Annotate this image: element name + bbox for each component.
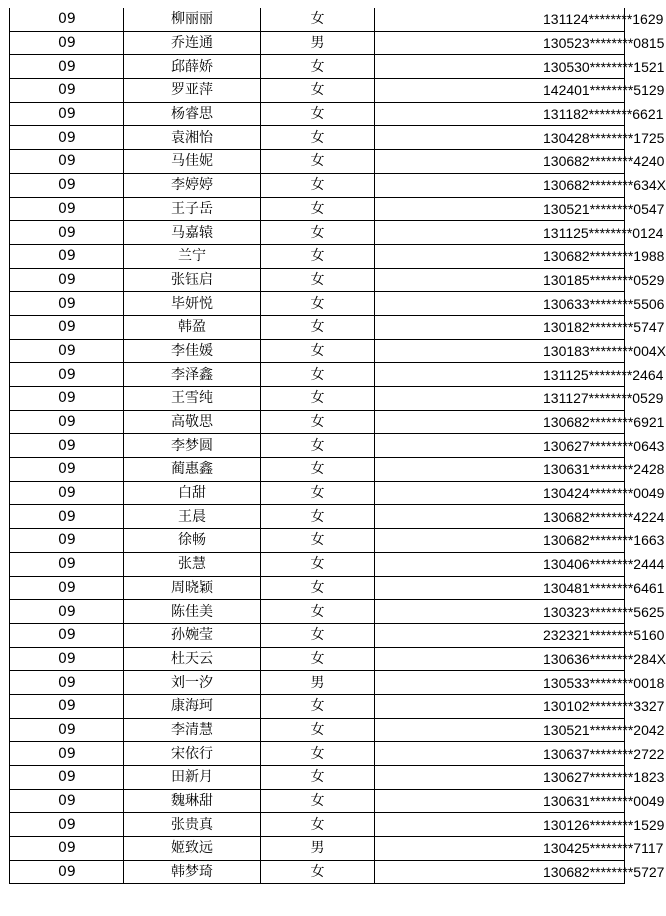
roster-table-body (10, 8, 666, 884)
table-row (10, 363, 625, 387)
gender-cell: 女 (261, 813, 375, 837)
name-cell: 杜天云 (124, 647, 261, 671)
gender-cell: 女 (261, 79, 375, 103)
class-cell: 09 (10, 505, 124, 529)
gender-cell: 女 (261, 173, 375, 197)
table-row (10, 860, 625, 884)
id-number-cell: 130521********0547 (375, 197, 625, 221)
class-cell: 09 (10, 434, 124, 458)
name-cell: 李梦圆 (124, 434, 261, 458)
id-number-cell: 130102********3327 (375, 694, 625, 718)
table-row (10, 268, 625, 292)
name-cell: 罗亚萍 (124, 79, 261, 103)
table-row (10, 813, 625, 837)
class-cell: 09 (10, 481, 124, 505)
id-number-cell: 232321********5160 (375, 623, 625, 647)
gender-cell: 女 (261, 481, 375, 505)
gender-cell: 女 (261, 387, 375, 411)
table-row (10, 481, 625, 505)
class-cell: 09 (10, 8, 124, 31)
table-row (10, 173, 625, 197)
class-cell: 09 (10, 31, 124, 55)
class-cell: 09 (10, 671, 124, 695)
name-cell: 田新月 (124, 766, 261, 790)
gender-cell: 女 (261, 102, 375, 126)
name-cell: 兰宁 (124, 244, 261, 268)
gender-cell: 女 (261, 718, 375, 742)
gender-cell: 女 (261, 434, 375, 458)
name-cell: 杨睿思 (124, 102, 261, 126)
class-cell: 09 (10, 789, 124, 813)
table-row (10, 789, 625, 813)
class-cell: 09 (10, 363, 124, 387)
roster-table (9, 8, 666, 884)
id-number-cell: 130428********1725 (375, 126, 625, 150)
id-number-cell: 130636********284X (375, 647, 625, 671)
id-number-cell: 130126********1529 (375, 813, 625, 837)
name-cell: 邱薛娇 (124, 55, 261, 79)
table-row (10, 647, 625, 671)
class-cell: 09 (10, 410, 124, 434)
table-row (10, 31, 625, 55)
gender-cell: 女 (261, 647, 375, 671)
id-number-cell: 130406********2444 (375, 552, 625, 576)
table-row (10, 244, 625, 268)
id-number-cell: 130481********6461 (375, 576, 625, 600)
name-cell: 马佳妮 (124, 150, 261, 174)
class-cell: 09 (10, 837, 124, 861)
name-cell: 毕妍悦 (124, 292, 261, 316)
id-number-cell: 130182********5747 (375, 315, 625, 339)
id-number-cell: 131125********2464 (375, 363, 625, 387)
gender-cell: 女 (261, 126, 375, 150)
id-number-cell: 130631********2428 (375, 458, 625, 482)
gender-cell: 女 (261, 860, 375, 884)
table-row (10, 458, 625, 482)
table-row (10, 339, 625, 363)
name-cell: 姬致远 (124, 837, 261, 861)
gender-cell: 女 (261, 505, 375, 529)
class-cell: 09 (10, 244, 124, 268)
id-number-cell: 130530********1521 (375, 55, 625, 79)
name-cell: 李清慧 (124, 718, 261, 742)
id-number-cell: 130424********0049 (375, 481, 625, 505)
id-number-cell: 130631********0049 (375, 789, 625, 813)
table-row (10, 505, 625, 529)
table-row (10, 837, 625, 861)
table-row (10, 623, 625, 647)
class-cell: 09 (10, 766, 124, 790)
name-cell: 王雪纯 (124, 387, 261, 411)
table-row (10, 150, 625, 174)
id-number-cell: 130682********1663 (375, 529, 625, 553)
name-cell: 高敬思 (124, 410, 261, 434)
name-cell: 李泽鑫 (124, 363, 261, 387)
id-number-cell: 130425********7117 (375, 837, 625, 861)
id-number-cell: 131124********1629 (375, 8, 625, 31)
table-row (10, 315, 625, 339)
table-row (10, 55, 625, 79)
class-cell: 09 (10, 576, 124, 600)
id-number-cell: 130633********5506 (375, 292, 625, 316)
table-row (10, 221, 625, 245)
id-number-cell: 131182********6621 (375, 102, 625, 126)
class-cell: 09 (10, 315, 124, 339)
class-cell: 09 (10, 600, 124, 624)
table-row (10, 410, 625, 434)
table-row (10, 671, 625, 695)
gender-cell: 女 (261, 55, 375, 79)
id-number-cell: 130323********5625 (375, 600, 625, 624)
gender-cell: 女 (261, 576, 375, 600)
id-number-cell: 130682********1988 (375, 244, 625, 268)
gender-cell: 女 (261, 8, 375, 31)
class-cell: 09 (10, 173, 124, 197)
name-cell: 王晨 (124, 505, 261, 529)
gender-cell: 女 (261, 268, 375, 292)
table-row (10, 197, 625, 221)
table-row (10, 79, 625, 103)
table-row (10, 434, 625, 458)
name-cell: 陈佳美 (124, 600, 261, 624)
name-cell: 白甜 (124, 481, 261, 505)
name-cell: 张慧 (124, 552, 261, 576)
gender-cell: 女 (261, 197, 375, 221)
table-row (10, 766, 625, 790)
gender-cell: 男 (261, 837, 375, 861)
class-cell: 09 (10, 126, 124, 150)
class-cell: 09 (10, 102, 124, 126)
gender-cell: 女 (261, 221, 375, 245)
id-number-cell: 131125********0124 (375, 221, 625, 245)
class-cell: 09 (10, 387, 124, 411)
class-cell: 09 (10, 339, 124, 363)
gender-cell: 女 (261, 339, 375, 363)
class-cell: 09 (10, 742, 124, 766)
name-cell: 韩盈 (124, 315, 261, 339)
id-number-cell: 130521********2042 (375, 718, 625, 742)
gender-cell: 女 (261, 789, 375, 813)
class-cell: 09 (10, 150, 124, 174)
class-cell: 09 (10, 623, 124, 647)
gender-cell: 女 (261, 244, 375, 268)
class-cell: 09 (10, 860, 124, 884)
name-cell: 柳丽丽 (124, 8, 261, 31)
table-row (10, 694, 625, 718)
id-number-cell: 130682********4224 (375, 505, 625, 529)
id-number-cell: 130682********6921 (375, 410, 625, 434)
gender-cell: 女 (261, 529, 375, 553)
class-cell: 09 (10, 221, 124, 245)
gender-cell: 女 (261, 150, 375, 174)
id-number-cell: 130627********1823 (375, 766, 625, 790)
id-number-cell: 130523********0815 (375, 31, 625, 55)
table-row (10, 126, 625, 150)
name-cell: 蔺惠鑫 (124, 458, 261, 482)
gender-cell: 女 (261, 694, 375, 718)
id-number-cell: 130682********4240 (375, 150, 625, 174)
gender-cell: 女 (261, 292, 375, 316)
class-cell: 09 (10, 292, 124, 316)
class-cell: 09 (10, 529, 124, 553)
name-cell: 马嘉辕 (124, 221, 261, 245)
name-cell: 张贵真 (124, 813, 261, 837)
table-row (10, 8, 625, 31)
class-cell: 09 (10, 458, 124, 482)
gender-cell: 女 (261, 363, 375, 387)
id-number-cell: 130185********0529 (375, 268, 625, 292)
id-number-cell: 130533********0018 (375, 671, 625, 695)
name-cell: 宋依行 (124, 742, 261, 766)
gender-cell: 女 (261, 458, 375, 482)
id-number-cell: 130682********5727 (375, 860, 625, 884)
id-number-cell: 130682********634X (375, 173, 625, 197)
gender-cell: 女 (261, 552, 375, 576)
name-cell: 刘一汐 (124, 671, 261, 695)
class-cell: 09 (10, 55, 124, 79)
gender-cell: 女 (261, 315, 375, 339)
class-cell: 09 (10, 268, 124, 292)
class-cell: 09 (10, 552, 124, 576)
name-cell: 李婷婷 (124, 173, 261, 197)
table-row (10, 718, 625, 742)
name-cell: 李佳媛 (124, 339, 261, 363)
class-cell: 09 (10, 647, 124, 671)
id-number-cell: 131127********0529 (375, 387, 625, 411)
gender-cell: 女 (261, 766, 375, 790)
class-cell: 09 (10, 718, 124, 742)
table-row (10, 387, 625, 411)
table-row (10, 576, 625, 600)
gender-cell: 女 (261, 600, 375, 624)
id-number-cell: 130627********0643 (375, 434, 625, 458)
name-cell: 孙婉莹 (124, 623, 261, 647)
table-row (10, 292, 625, 316)
id-number-cell: 130183********004X (375, 339, 625, 363)
id-number-cell: 142401********5129 (375, 79, 625, 103)
name-cell: 康海珂 (124, 694, 261, 718)
name-cell: 周晓颖 (124, 576, 261, 600)
gender-cell: 男 (261, 31, 375, 55)
gender-cell: 女 (261, 623, 375, 647)
class-cell: 09 (10, 79, 124, 103)
class-cell: 09 (10, 813, 124, 837)
name-cell: 乔连通 (124, 31, 261, 55)
class-cell: 09 (10, 197, 124, 221)
name-cell: 魏琳甜 (124, 789, 261, 813)
table-row (10, 102, 625, 126)
table-row (10, 552, 625, 576)
id-number-cell: 130637********2722 (375, 742, 625, 766)
table-row (10, 742, 625, 766)
table-row (10, 529, 625, 553)
gender-cell: 男 (261, 671, 375, 695)
name-cell: 徐畅 (124, 529, 261, 553)
gender-cell: 女 (261, 742, 375, 766)
gender-cell: 女 (261, 410, 375, 434)
class-cell: 09 (10, 694, 124, 718)
name-cell: 王子岳 (124, 197, 261, 221)
table-row (10, 600, 625, 624)
name-cell: 韩梦琦 (124, 860, 261, 884)
name-cell: 袁湘怡 (124, 126, 261, 150)
name-cell: 张钰启 (124, 268, 261, 292)
